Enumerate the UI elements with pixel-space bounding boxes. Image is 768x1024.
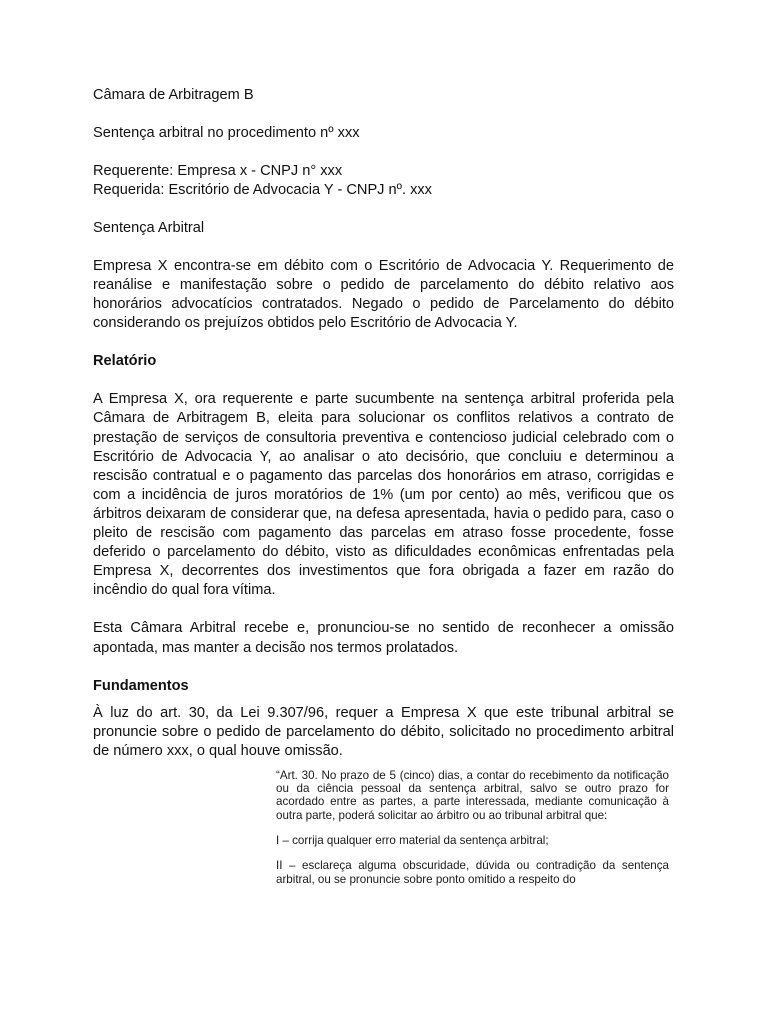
chamber-name: Câmara de Arbitragem B bbox=[93, 87, 254, 103]
requerente-line: Requerente: Empresa x - CNPJ n° xxx bbox=[93, 163, 343, 179]
summary-paragraph: Empresa X encontra-se em débito com o Escritório de Advocacia Y. Requerimento de reanálise e manifestação sobre o pedido de parcelamento do débito relativo aos honorários advocatícios contratados. Negado o pedido de Parcelamento do débito considerando os prejuízos obtidos pelo Escritório de Advocacia Y. bbox=[93, 258, 674, 332]
relatorio-paragraph-1: A Empresa X, ora requerente e parte sucumbente na sentença arbitral proferida pela Câmara de Arbitragem B, eleita para solucionar os conflitos relativos a contrato de prestação de serviços de consultoria preventiva e contencioso judicial celebrado com o Escritório de Advocacia Y, ao analisar o ato decisório, que concluiu e determinou a rescisão contratual e o pagamento das parcelas dos honorários em atraso, corrigidas e com a incidência de juros moratórios de 1% (um por cento) ao mês, verificou que os árbitros deixaram de considerar que, na defesa apresentada, havia o pedido para, caso o pleito de rescisão com pagamento das parcelas em atraso fosse procedente, fosse deferido o parcelamento do débito, visto as dificuldades econômicas enfrentadas pela Empresa X, decorrentes dos investimentos que fora obrigada a fazer em razão do incêndio do qual fora vítima. bbox=[93, 391, 674, 599]
relatorio-paragraph-2: Esta Câmara Arbitral recebe e, pronunciou-se no sentido de reconhecer a omissão apontada, mas manter a decisão nos termos prolatados. bbox=[93, 620, 674, 656]
law-quote bbox=[276, 769, 669, 886]
fundamentos-heading: Fundamentos bbox=[93, 677, 189, 694]
document-title: Sentença Arbitral bbox=[93, 220, 205, 236]
fundamentos-paragraph-1: À luz do art. 30, da Lei 9.307/96, requer a Empresa X que este tribunal arbitral se pronuncie sobre o pedido de parcelamento do débito, solicitado no procedimento arbitral de número xxx, o qual houve omissão. bbox=[93, 704, 674, 759]
requerida-line: Requerida: Escritório de Advocacia Y - CNPJ nº. xxx bbox=[93, 182, 432, 198]
quote-item-1: I – corrija qualquer erro material da sentença arbitral; bbox=[276, 834, 549, 848]
quote-item-2: II – esclareça alguma obscuridade, dúvida ou contradição da sentença arbitral, ou se pronuncie sobre ponto omitido a respeito do bbox=[276, 859, 669, 886]
relatorio-heading: Relatório bbox=[93, 353, 157, 370]
quote-intro: “Art. 30. No prazo de 5 (cinco) dias, a contar do recebimento da notificação ou da ciência pessoal da sentença arbitral, salvo se outro prazo for acordado entre as partes, a parte interessada, mediante comunicação à outra parte, poderá solicitar ao árbitro ou ao tribunal arbitral que: bbox=[276, 768, 669, 822]
procedure-number: Sentença arbitral no procedimento nº xxx bbox=[93, 125, 360, 141]
